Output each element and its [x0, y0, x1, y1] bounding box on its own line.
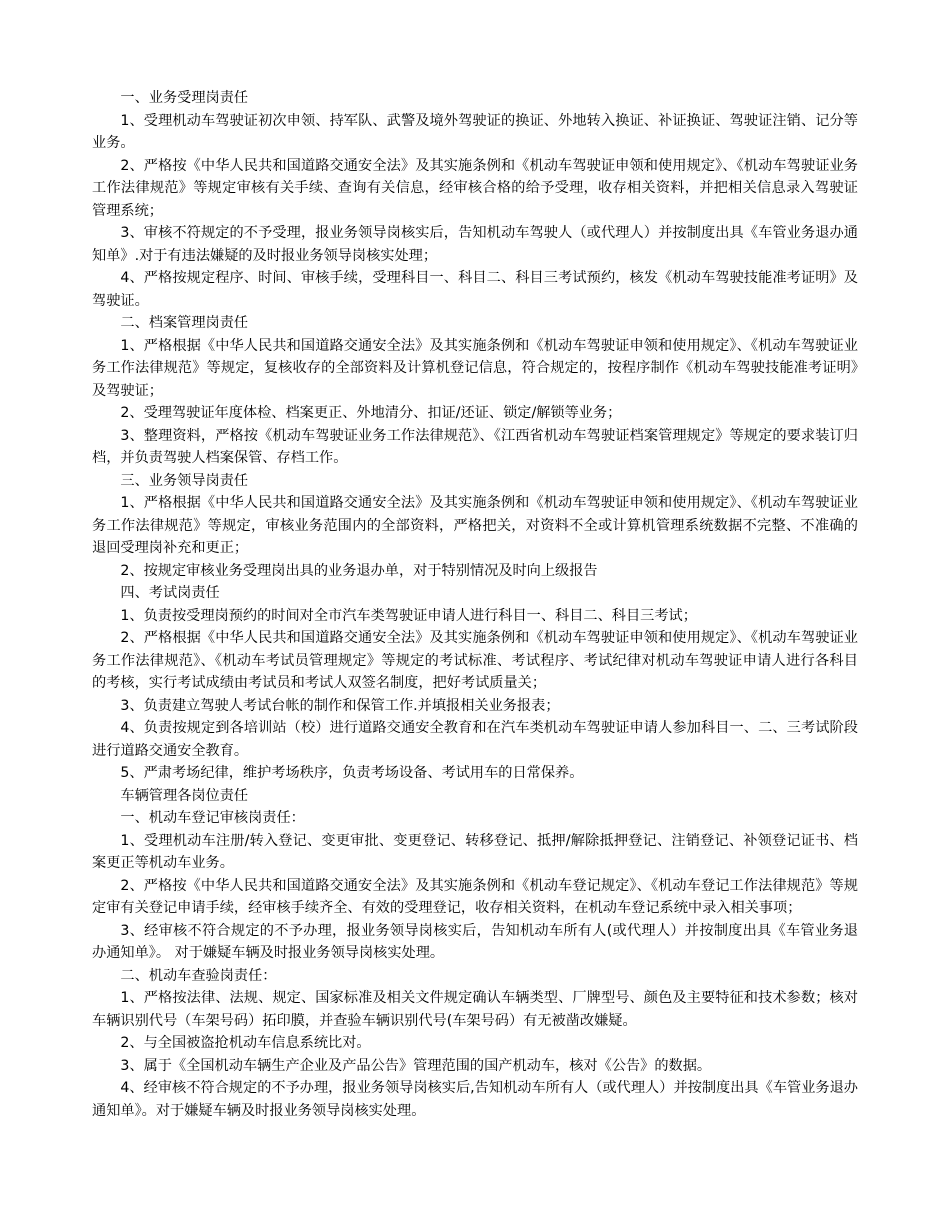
paragraph: 2、严格按《中华人民共和国道路交通安全法》及其实施条例和《机动车登记规定》、《机动车登记工作法律规范》等规定审有关登记申请手续，经审核手续齐全、有效的受理登记，收存相关资料，在机动车登记系统中录入相关事项； [92, 877, 858, 916]
paragraph: 车辆管理各岗位责任 [120, 787, 249, 804]
paragraph: 一、机动车登记审核岗责任： [120, 810, 305, 826]
paragraph: 1、严格根据《中华人民共和国道路交通安全法》及其实施条例和《机动车驾驶证申领和使用规定》、《机动车驾驶证业务工作法律规范》等规定，复核收存的全部资料及计算机登记信息，符合规定的，按程序制作《机动车驾驶技能准考证明》及驾驶证； [92, 337, 858, 399]
paragraph: 5、严肃考场纪律，维护考场秩序，负责考场设备、考试用车的日常保养。 [120, 765, 584, 781]
paragraph: 2、受理驾驶证年度体检、档案更正、外地清分、扣证/还证、锁定/解锁等业务； [120, 405, 622, 421]
paragraph: 3、整理资料，严格按《机动车驾驶证业务工作法律规范》、《江西省机动车驾驶证档案管理规定》等规定的要求装订归档，并负责驾驶人档案保管、存档工作。 [92, 427, 858, 466]
paragraph: 4、负责按规定到各培训站（校）进行道路交通安全教育和在汽车类机动车驾驶证申请人参加科目一、二、三考试阶段进行道路交通安全教育。 [92, 720, 858, 759]
paragraph: 2、严格按《中华人民共和国道路交通安全法》及其实施条例和《机动车驾驶证申领和使用规定》、《机动车驾驶证业务工作法律规范》等规定审核有关手续、查询有关信息，经审核合格的给予受理，收存相关资料，并把相关信息录入驾驶证管理系统； [92, 157, 858, 219]
paragraph: 4、经审核不符合规定的不予办理，报业务领导岗核实后,告知机动车所有人（或代理人）并按制度出具《车管业务退办通知单》。对于嫌疑车辆及时报业务领导岗核实处理。 [92, 1080, 858, 1119]
paragraph: 二、机动车查验岗责任： [120, 967, 277, 984]
paragraph: 4、严格按规定程序、时间、审核手续，受理科目一、科目二、科目三考试预约，核发《机动车驾驶技能准考证明》及驾驶证。 [92, 270, 858, 309]
paragraph: 3、属于《全国机动车辆生产企业及产品公告》管理范围的国产机动车，核对《公告》的数据。 [120, 1057, 712, 1074]
paragraph: 3、负责建立驾驶人考试台帐的制作和保管工作.并填报相关业务报表； [120, 697, 560, 714]
paragraph: 3、经审核不符合规定的不予办理，报业务领导岗核实后，告知机动车所有人(或代理人）并按制度出具《车管业务退办通知单》。 对于嫌疑车辆及时报业务领导岗核实处理。 [92, 922, 858, 961]
paragraph: 1、受理机动车驾驶证初次申领、持军队、武警及境外驾驶证的换证、外地转入换证、补证换证、驾驶证注销、记分等业务。 [92, 112, 858, 151]
paragraph: 四、考试岗责任 [120, 585, 220, 601]
paragraph: 2、严格根据《中华人民共和国道路交通安全法》及其实施条例和《机动车驾驶证申领和使用规定》、《机动车驾驶证业务工作法律规范》、《机动车考试员管理规定》等规定的考试标准、考试程序、考试纪律对机动车驾驶证申请人进行各科目的考核，实行考试成绩由考试员和考试人双签名制度，把好考试质量关； [92, 630, 858, 691]
paragraph: 一、业务受理岗责任 [120, 90, 249, 106]
paragraph: 1、受理机动车注册/转入登记、变更审批、变更登记、转移登记、抵押/解除抵押登记、注销登记、补领登记证书、档案更正等机动车业务。 [92, 832, 858, 871]
paragraph: 二、档案管理岗责任 [120, 315, 249, 331]
paragraph: 2、与全国被盗抢机动车信息系统比对。 [120, 1035, 371, 1051]
paragraph: 1、负责按受理岗预约的时间对全市汽车类驾驶证申请人进行科目一、科目二、科目三考试； [120, 607, 697, 624]
paragraph: 三、业务领导岗责任 [120, 472, 249, 489]
paragraph: 1、严格按法律、法规、规定、国家标准及相关文件规定确认车辆类型、厂牌型号、颜色及主要特征和技术参数；核对车辆识别代号（车架号码）拓印膜，并查验车辆识别代号(车架号码）有无被凿改嫌疑。 [92, 990, 858, 1029]
paragraph: 2、按规定审核业务受理岗出具的业务退办单，对于特别情况及时向上级报告 [120, 562, 598, 579]
paragraph: 3、审核不符规定的不予受理，报业务领导岗核实后，告知机动车驾驶人（或代理人）并按制度出具《车管业务退办通知单》.对于有违法嫌疑的及时报业务领导岗核实处理； [92, 225, 858, 264]
paragraph: 1、严格根据《中华人民共和国道路交通安全法》及其实施条例和《机动车驾驶证申领和使用规定》、《机动车驾驶证业务工作法律规范》等规定，审核业务范围内的全部资料，严格把关，对资料不全或计算机管理系统数据不完整、不准确的退回受理岗补充和更正； [92, 495, 858, 556]
